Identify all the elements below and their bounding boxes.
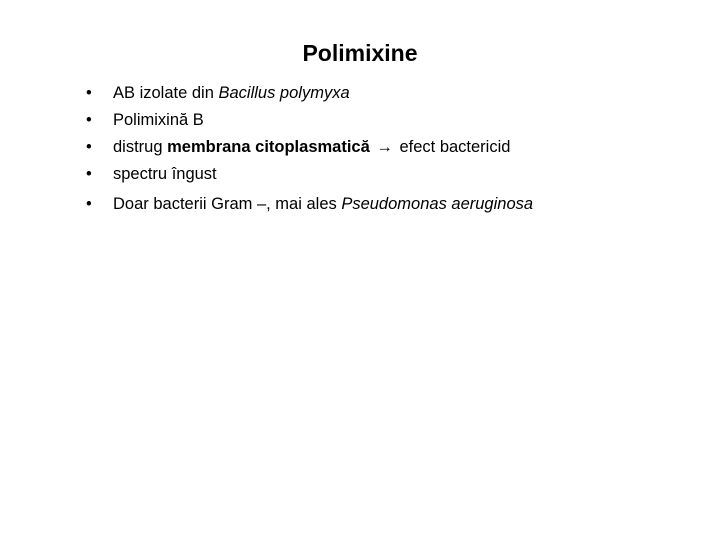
bullet-text: Doar bacterii Gram –, mai ales (113, 195, 342, 213)
emphasis-text: membrana citoplasmatică (167, 138, 370, 156)
bullet-item-2 (86, 107, 706, 134)
species-name: Bacillus polymyxa (218, 84, 350, 102)
slide-title: Polimixine (302, 40, 418, 66)
bullet-icon: • (86, 195, 92, 213)
species-name: Pseudomonas aeruginosa (341, 195, 534, 213)
bullet-icon: • (86, 111, 92, 129)
bullet-item-4 (86, 161, 706, 188)
bullet-list (86, 80, 706, 218)
bullet-text: Polimixină B (113, 111, 204, 129)
bullet-icon: • (86, 84, 92, 102)
bullet-item-1 (86, 80, 706, 107)
bullet-text: AB izolate din (113, 84, 219, 102)
bullet-text-continued: efect bactericid (394, 138, 511, 156)
bullet-text: distrug (113, 138, 168, 156)
bullet-icon: • (86, 138, 92, 156)
arrow-right-icon: → (376, 138, 393, 156)
bullet-item-3 (86, 134, 706, 161)
bullet-text: spectru îngust (113, 165, 217, 183)
bullet-item-5 (86, 191, 706, 218)
bullet-icon: • (86, 165, 92, 183)
